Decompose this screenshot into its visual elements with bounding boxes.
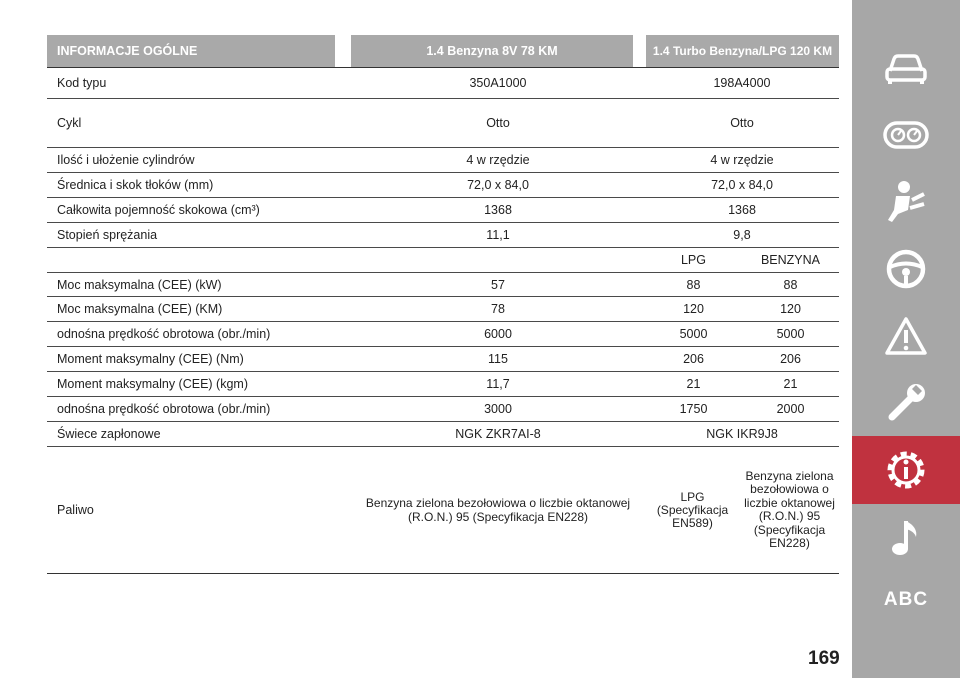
cell: 350A1000 [469,76,527,90]
row-label: Świece zapłonowe [57,427,161,441]
cell: 198A4000 [713,76,771,90]
split-cell [645,402,839,416]
table-row [47,173,839,198]
music-note-icon [886,515,926,559]
benzyna-value: Benzyna zielona bezołowiowa o liczbie oktanowej (R.O.N.) 95 (Specyfikacja EN228) [744,468,835,550]
cell: NGK ZKR7AI-8 [455,427,541,441]
tab-music[interactable] [852,503,960,571]
row-label: Ilość i ułożenie cylindrów [57,153,195,167]
cell: 57 [491,277,505,292]
row-label: Całkowita pojemność skokowa (cm³) [57,203,260,217]
table-row [47,322,839,347]
cell: 78 [491,302,505,316]
table-row [47,397,839,422]
row-label: Kod typu [57,76,107,90]
chapter-sidebar [852,0,960,678]
row-label: Moc maksymalna (CEE) (kW) [57,277,222,292]
lpg-value: 206 [683,352,704,366]
benzyna-value: 88 [783,277,798,292]
table-row [47,347,839,372]
split-cell [645,377,839,391]
cell: 11,1 [486,228,510,242]
header-engine-1: 1.4 Benzyna 8V 78 KM [351,35,633,67]
row-label: odnośna prędkość obrotowa (obr./min) [57,327,271,341]
lpg-value: 1750 [679,402,708,416]
cell: 1368 [728,203,756,217]
table-row-fuel [47,447,839,574]
cell: 9,8 [733,228,751,242]
row-label: Moc maksymalna (CEE) (KM) [57,302,223,316]
tab-warning[interactable] [852,302,960,370]
split-cell [645,253,839,267]
seat-belt-icon [884,180,928,224]
dashboard-icon [883,120,929,150]
header-engine-2: 1.4 Turbo Benzyna/LPG 120 KM [646,35,839,67]
table-row [47,67,839,99]
spec-table [47,67,839,574]
row-label: Moment maksymalny (CEE) (kgm) [57,377,248,391]
tab-seat-belt[interactable] [852,168,960,236]
tab-dashboard[interactable] [852,101,960,169]
wrench-icon [884,381,928,425]
benzyna-value: 21 [783,377,798,391]
lpg-value: 21 [686,377,701,391]
table-row [47,99,839,148]
benzyna-value: 120 [780,302,801,316]
table-row [47,148,839,173]
table-subheader [47,248,839,273]
cell: Benzyna zielona bezołowiowa o liczbie oktanowej (R.O.N.) 95 (Specyfikacja EN228) [365,496,631,524]
split-cell [645,302,839,316]
tab-wrench[interactable] [852,369,960,437]
row-label: Cykl [57,116,82,130]
split-cell [645,278,839,292]
cell: 6000 [484,327,512,341]
cell: Otto [486,116,510,130]
cell: 4 w rzędzie [710,153,774,167]
benzyna-value: 2000 [776,402,805,416]
page-number: 169 [808,648,840,669]
tab-steering-wheel[interactable] [852,235,960,303]
table-row [47,422,839,447]
row-label: Moment maksymalny (CEE) (Nm) [57,352,244,366]
cell: 4 w rzędzie [466,153,530,167]
abc-label: ABC [883,589,929,610]
table-row [47,198,839,223]
row-label: odnośna prędkość obrotowa (obr./min) [57,402,271,416]
header-general-info: INFORMACJE OGÓLNE [47,35,335,67]
row-label: Stopień sprężania [57,228,158,242]
cell: 72,0 x 84,0 [711,178,773,192]
split-cell [645,352,839,366]
lpg-value: 120 [683,302,704,316]
lpg-value: 88 [686,277,701,292]
table-row [47,372,839,397]
benzyna-value: 5000 [776,327,805,341]
table-row [47,273,839,297]
tab-info-active[interactable] [852,436,960,504]
car-icon [884,51,928,85]
benzyna-label: BENZYNA [760,253,821,267]
cell: 3000 [484,402,512,416]
row-label: Średnica i skok tłoków (mm) [57,178,214,192]
cell: Otto [730,116,754,130]
cell: 115 [488,352,508,366]
steering-wheel-icon [885,248,927,290]
warning-icon [884,316,928,356]
cell: 11,7 [486,377,510,391]
table-row [47,223,839,248]
info-gear-icon [882,446,930,494]
tab-car[interactable] [852,34,960,102]
cell: 72,0 x 84,0 [467,178,529,192]
cell: 1368 [484,203,512,217]
benzyna-value: 206 [780,352,801,366]
lpg-value: 5000 [679,327,708,341]
table-row [47,297,839,322]
split-cell [645,327,839,341]
tab-abc[interactable] [852,566,960,634]
lpg-value: LPG (Specyfikacja EN589) [656,489,729,530]
cell: NGK IKR9J8 [706,427,778,441]
row-label: Paliwo [57,503,94,517]
lpg-label: LPG [680,253,706,267]
